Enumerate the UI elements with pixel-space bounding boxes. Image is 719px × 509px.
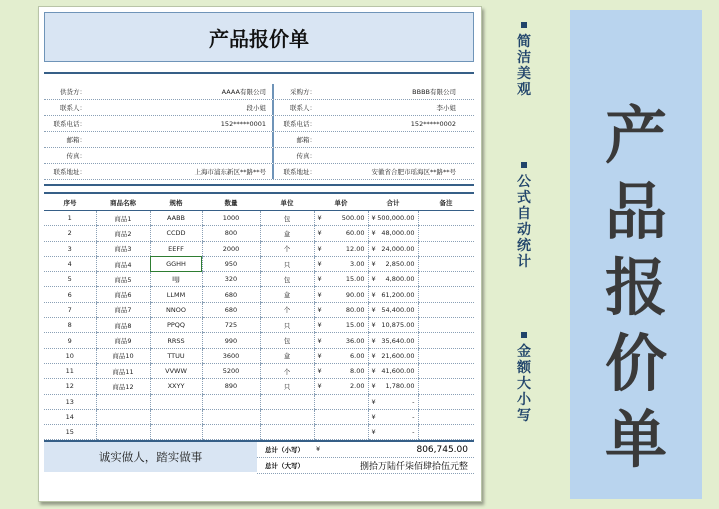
cell-total (368, 211, 418, 226)
cell-note (418, 379, 474, 394)
currency-symbol: ¥ (371, 397, 376, 406)
currency-symbol: ¥ (371, 321, 376, 330)
supplier-field-value: 上海市浦东新区**路**号 (194, 168, 266, 176)
price-value: 6.00 (350, 351, 365, 360)
cell-no: 1 (44, 211, 96, 226)
party-info (44, 84, 474, 180)
supplier-field-label: 联系地址： (53, 168, 86, 176)
cell-qty: 3600 (202, 348, 260, 363)
cell-no: 7 (44, 302, 96, 317)
cell-qty: 2000 (202, 241, 260, 256)
total-value: 4,800.00 (385, 275, 415, 284)
supplier-field-label: 联系人： (60, 104, 86, 112)
currency-symbol: ¥ (371, 275, 376, 284)
feature-item (507, 22, 541, 98)
cell-name: 商品5 (96, 272, 150, 287)
buyer-field-label: 传真： (296, 152, 316, 160)
cell-unit: 包 (260, 272, 314, 287)
total-big-value: 捌拾万陆仟柒佰肆拾伍元整 (359, 462, 468, 473)
feature-list (507, 22, 541, 424)
cell-note (418, 241, 474, 256)
cell-unit: 盒 (260, 348, 314, 363)
currency-symbol: ¥ (317, 275, 322, 284)
cell-no: 3 (44, 241, 96, 256)
cell-spec: PPQQ (150, 318, 202, 333)
cell-unit (260, 425, 314, 440)
total-value: 54,400.00 (381, 305, 415, 314)
cell-note (418, 256, 474, 271)
currency-symbol: ¥ (317, 382, 322, 391)
cell-qty: 1000 (202, 211, 260, 226)
supplier-field-label: 传真： (66, 152, 86, 160)
currency-symbol: ¥ (371, 413, 376, 421)
buyer-field-label: 邮箱： (296, 136, 316, 144)
cell-total (368, 379, 418, 394)
currency-symbol: ¥ (317, 336, 322, 345)
cell-qty: 680 (202, 287, 260, 302)
feature-item (507, 162, 541, 270)
currency-symbol: ¥ (317, 229, 322, 238)
currency-symbol: ¥ (317, 351, 322, 360)
cell-total (368, 226, 418, 241)
cell-spec: NNOO (150, 302, 202, 317)
table-row (44, 211, 474, 226)
column-header: 数量 (202, 193, 260, 211)
cell-spec: CCDD (150, 226, 202, 241)
cell-spec: VVWW (150, 363, 202, 378)
total-value: - (412, 428, 415, 437)
cell-name: 商品6 (96, 287, 150, 302)
bullet-square-icon (521, 22, 527, 28)
table-row (44, 241, 474, 256)
price-value: 12.00 (345, 244, 365, 253)
column-separator (272, 100, 274, 115)
big-title-char: 产 (604, 99, 667, 172)
price-value: 90.00 (345, 290, 365, 299)
cell-spec (150, 425, 202, 440)
price-value: 2.00 (350, 382, 365, 391)
cell-unit (260, 394, 314, 409)
price-value: 500.00 (341, 214, 365, 223)
cell-price (314, 211, 368, 226)
column-separator (272, 116, 274, 131)
cell-no: 15 (44, 425, 96, 440)
info-row (44, 132, 474, 148)
cell-total (368, 256, 418, 271)
price-value: 3.00 (350, 260, 365, 269)
big-title-char: 单 (604, 403, 667, 476)
cell-name: 商品12 (96, 379, 150, 394)
cell-qty: 950 (202, 256, 260, 271)
total-small-value: 806,745.00 (416, 444, 468, 455)
feature-label: 金 额 大 小 写 (517, 344, 531, 424)
cell-no: 10 (44, 348, 96, 363)
cell-unit: 包 (260, 211, 314, 226)
title-panel (570, 10, 702, 499)
table-row (44, 333, 474, 348)
cell-qty: 320 (202, 272, 260, 287)
table-row (44, 272, 474, 287)
buyer-field-label: 联系人： (290, 104, 316, 112)
cell-note (418, 333, 474, 348)
cell-price (314, 409, 368, 424)
currency-symbol: ¥ (371, 214, 376, 223)
cell-name: 商品1 (96, 211, 150, 226)
cell-price (314, 425, 368, 440)
table-row (44, 379, 474, 394)
currency-symbol: ¥ (371, 305, 376, 314)
total-value: 61,200.00 (381, 290, 415, 299)
cell-name: 商品2 (96, 226, 150, 241)
info-row (44, 100, 474, 116)
cell-name (96, 409, 150, 424)
cell-qty: 890 (202, 379, 260, 394)
total-value: 41,600.00 (381, 367, 415, 376)
cell-total (368, 318, 418, 333)
cell-price (314, 226, 368, 241)
cell-name: 商品9 (96, 333, 150, 348)
buyer-field-label: 联系地址： (283, 168, 316, 176)
cell-qty: 990 (202, 333, 260, 348)
cell-qty: 5200 (202, 363, 260, 378)
cell-note (418, 394, 474, 409)
table-row (44, 302, 474, 317)
currency-symbol: ¥ (317, 260, 322, 269)
price-value: 15.00 (345, 321, 365, 330)
motto: 诚实做人，踏实做事 (44, 442, 257, 472)
cell-no: 12 (44, 379, 96, 394)
currency-symbol: ¥ (317, 367, 322, 376)
total-value: 1,780.00 (385, 382, 415, 391)
column-header: 规格 (150, 193, 202, 211)
cell-price (314, 394, 368, 409)
cell-unit (260, 409, 314, 424)
currency-symbol: ¥ (371, 351, 376, 360)
cell-no: 6 (44, 287, 96, 302)
cell-no: 4 (44, 256, 96, 271)
items-table (44, 192, 474, 440)
cell-total (368, 302, 418, 317)
total-value: - (412, 413, 415, 421)
cell-spec: IIJJ (150, 272, 202, 287)
price-value: 15.00 (345, 275, 365, 284)
column-separator (272, 148, 274, 163)
column-header: 商品名称 (96, 193, 150, 211)
supplier-field-value: 段小姐 (246, 104, 266, 112)
cell-price (314, 256, 368, 271)
cell-qty (202, 394, 260, 409)
currency-symbol: ¥ (317, 305, 322, 314)
total-value: 2,850.00 (385, 260, 415, 269)
total-value: 35,640.00 (381, 336, 415, 345)
table-row (44, 409, 474, 424)
total-small-row (257, 442, 474, 458)
cell-spec: XXYY (150, 379, 202, 394)
totals-footer (44, 440, 474, 472)
cell-no: 14 (44, 409, 96, 424)
currency-symbol: ¥ (371, 290, 376, 299)
table-row (44, 425, 474, 440)
cell-price (314, 318, 368, 333)
info-row (44, 84, 474, 100)
price-value: 8.00 (350, 367, 365, 376)
cell-name: 商品8 (96, 318, 150, 333)
buyer-field-value: 152*****0002 (410, 119, 456, 128)
cell-note (418, 348, 474, 363)
cell-qty: 725 (202, 318, 260, 333)
buyer-field-value: 安徽省合肥市瑶海区**路**号 (371, 168, 456, 176)
cell-total (368, 272, 418, 287)
cell-unit: 只 (260, 379, 314, 394)
currency-symbol: ¥ (317, 244, 322, 253)
cell-price (314, 379, 368, 394)
column-header: 单价 (314, 193, 368, 211)
feature-label: 公 式 自 动 统 计 (517, 174, 531, 270)
cell-unit: 个 (260, 241, 314, 256)
cell-total (368, 241, 418, 256)
cell-qty: 800 (202, 226, 260, 241)
cell-spec (150, 409, 202, 424)
table-row (44, 363, 474, 378)
column-header: 备注 (418, 193, 474, 211)
cell-note (418, 287, 474, 302)
currency-symbol: ¥ (371, 260, 376, 269)
cell-name: 商品10 (96, 348, 150, 363)
cell-unit: 盒 (260, 287, 314, 302)
column-separator (272, 164, 274, 179)
currency-symbol: ¥ (316, 444, 321, 453)
total-value: - (412, 397, 415, 406)
table-row (44, 348, 474, 363)
cell-qty: 680 (202, 302, 260, 317)
cell-no: 9 (44, 333, 96, 348)
cell-price (314, 287, 368, 302)
big-title-char: 价 (604, 327, 667, 400)
table-row (44, 318, 474, 333)
cell-note (418, 409, 474, 424)
cell-unit: 只 (260, 256, 314, 271)
total-big-label: 总计（大写） (265, 462, 304, 471)
cell-spec: LLMM (150, 287, 202, 302)
cell-note (418, 318, 474, 333)
column-header: 单位 (260, 193, 314, 211)
cell-name (96, 394, 150, 409)
cell-price (314, 363, 368, 378)
table-row (44, 256, 474, 271)
cell-no: 11 (44, 363, 96, 378)
total-value: 24,000.00 (381, 244, 415, 253)
cell-no: 2 (44, 226, 96, 241)
table-row (44, 394, 474, 409)
currency-symbol: ¥ (317, 290, 322, 299)
cell-name: 商品7 (96, 302, 150, 317)
cell-name (96, 425, 150, 440)
big-title-char: 品 (604, 175, 667, 248)
currency-symbol: ¥ (371, 244, 376, 253)
currency-symbol: ¥ (371, 367, 376, 376)
feature-label: 简 洁 美 观 (517, 34, 531, 98)
big-title-char: 报 (604, 251, 667, 324)
total-value: 10,875.00 (381, 321, 415, 330)
cell-qty (202, 425, 260, 440)
cell-price (314, 302, 368, 317)
cell-name: 商品11 (96, 363, 150, 378)
currency-symbol: ¥ (317, 214, 322, 223)
buyer-field-value: 李小姐 (436, 104, 456, 112)
buyer-field-label: 联系电话： (283, 120, 316, 128)
cell-name: 商品4 (96, 256, 150, 271)
buyer-field-value: BBBB有限公司 (412, 88, 456, 96)
cell-total (368, 394, 418, 409)
price-value: 36.00 (345, 336, 365, 345)
quotation-sheet (38, 6, 482, 502)
bullet-square-icon (521, 162, 527, 168)
cell-unit: 个 (260, 302, 314, 317)
cell-no: 13 (44, 394, 96, 409)
supplier-field-value: AAAA有限公司 (221, 88, 266, 96)
column-separator (272, 84, 274, 99)
cell-note (418, 425, 474, 440)
price-value: 60.00 (345, 229, 365, 238)
buyer-field-label: 采购方： (290, 88, 316, 96)
currency-symbol: ¥ (371, 229, 376, 238)
info-row (44, 148, 474, 164)
cell-total (368, 348, 418, 363)
total-value: 48,000.00 (381, 229, 415, 238)
cell-total (368, 425, 418, 440)
currency-symbol: ¥ (371, 382, 376, 391)
supplier-field-label: 邮箱： (66, 136, 86, 144)
cell-unit: 只 (260, 318, 314, 333)
cell-price (314, 333, 368, 348)
bullet-square-icon (521, 332, 527, 338)
currency-symbol: ¥ (371, 336, 376, 345)
cell-price (314, 348, 368, 363)
column-header: 序号 (44, 193, 96, 211)
big-title (570, 98, 702, 478)
cell-unit: 盒 (260, 226, 314, 241)
cell-unit: 包 (260, 333, 314, 348)
info-row (44, 116, 474, 132)
cell-spec: TTUU (150, 348, 202, 363)
cell-note (418, 363, 474, 378)
table-row (44, 226, 474, 241)
cell-price (314, 272, 368, 287)
cell-note (418, 211, 474, 226)
column-header: 合计 (368, 193, 418, 211)
cell-spec: AABB (150, 211, 202, 226)
cell-total (368, 333, 418, 348)
cell-no: 8 (44, 318, 96, 333)
cell-no: 5 (44, 272, 96, 287)
cell-spec: RRSS (150, 333, 202, 348)
cell-spec (150, 394, 202, 409)
table-row (44, 287, 474, 302)
cell-note (418, 226, 474, 241)
info-row (44, 164, 474, 180)
total-value: 500,000.00 (377, 214, 415, 223)
cell-note (418, 302, 474, 317)
cell-qty (202, 409, 260, 424)
supplier-field-value: 152*****0001 (220, 119, 266, 128)
supplier-field-label: 联系电话： (53, 120, 86, 128)
price-value: 80.00 (345, 305, 365, 314)
divider (44, 184, 474, 186)
cell-price (314, 241, 368, 256)
column-separator (272, 132, 274, 147)
sheet-title: 产品报价单 (44, 12, 474, 62)
currency-symbol: ¥ (371, 428, 376, 437)
cell-spec[interactable]: GGHH (150, 256, 202, 271)
cell-total (368, 287, 418, 302)
total-small-label: 总计（小写） (265, 446, 304, 455)
cell-unit: 个 (260, 363, 314, 378)
currency-symbol: ¥ (317, 321, 322, 330)
cell-note (418, 272, 474, 287)
cell-total (368, 409, 418, 424)
cell-spec: EEFF (150, 241, 202, 256)
feature-item (507, 332, 541, 424)
total-big-row (257, 458, 474, 474)
cell-name: 商品3 (96, 241, 150, 256)
cell-total (368, 363, 418, 378)
total-value: 21,600.00 (381, 351, 415, 360)
divider (44, 72, 474, 74)
supplier-field-label: 供货方： (60, 88, 86, 96)
